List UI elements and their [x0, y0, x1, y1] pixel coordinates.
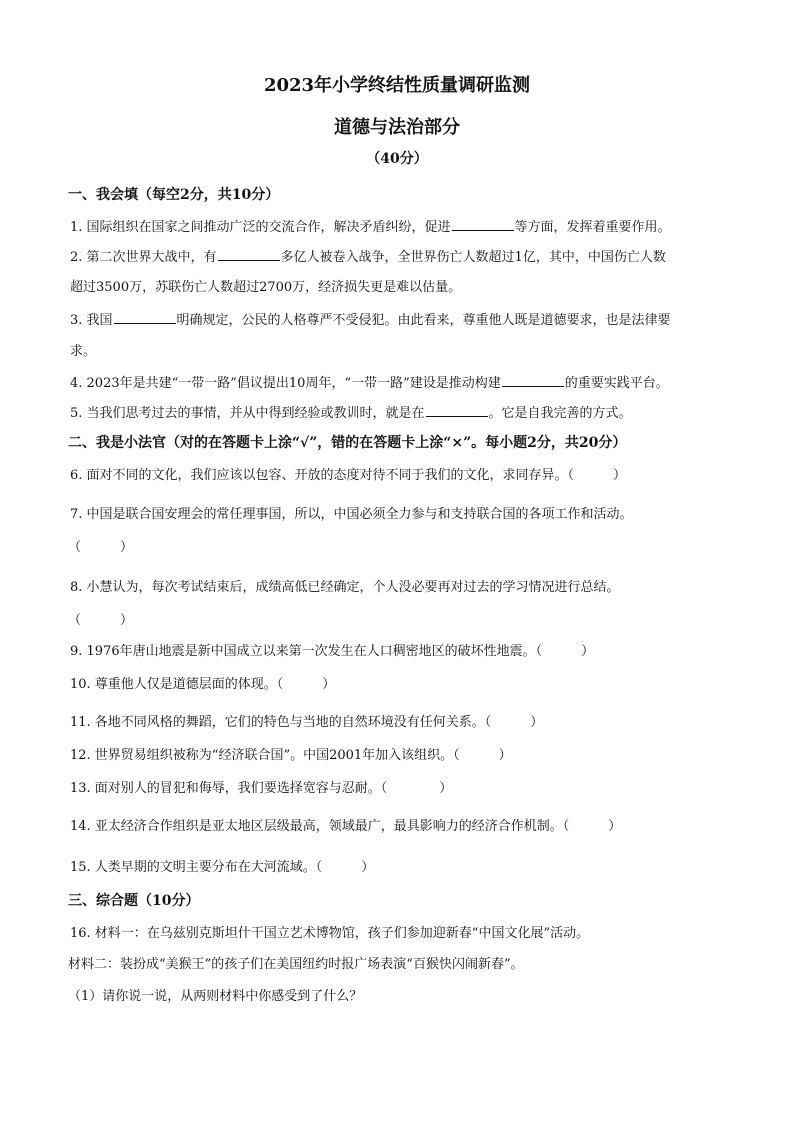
- question-7-answer-paren: （ ）: [68, 540, 134, 555]
- exam-title: 2023年小学终结性质量调研监测: [263, 75, 531, 96]
- question-5: 5. 当我们思考过去的事情，并从中得到经验或教训时，就是在 。它是自我完善的方式。: [70, 406, 632, 421]
- question-1: 1. 国际组织在国家之间推动广泛的交流合作，解决矛盾纠纷，促进 等方面，发挥着重要作用。: [70, 220, 671, 235]
- question-3: 3. 我国 明确规定，公民的人格尊严不受侵犯。由此看来，尊重他人既是道德要求，也是法律要: [70, 313, 671, 328]
- question-2: 2. 第二次世界大战中，有 多亿人被卷入战争，全世界伤亡人数超过1亿，其中，中国伤亡人数: [70, 250, 666, 265]
- question-7: 7. 中国是联合国安理会的常任理事国，所以，中国必须全力参与和支持联合国的各项工作和活动。: [70, 507, 633, 522]
- sub-question-1: （1）请你说一说，从两则材料中你感受到了什么？: [68, 989, 363, 1004]
- answer-blank: [426, 404, 488, 417]
- answer-blank: [502, 374, 564, 387]
- question-4: 4. 2023年是共建“一带一路”倡议提出10周年，“一带一路”建设是推动构建 的重要实践平台。: [70, 376, 669, 391]
- exam-subtitle: 道德与法治部分: [334, 117, 460, 138]
- question-13: 13. 面对别人的冒犯和侮辱，我们要选择宽容与忍耐。（ ）: [70, 781, 453, 796]
- section-1-heading: 一、我会填（每空2分，共10分）: [68, 187, 280, 203]
- question-9: 9. 1976年唐山地震是新中国成立以来第一次发生在人口稠密地区的破坏性地震。（ ）: [70, 644, 595, 659]
- question-11: 11. 各地不同风格的舞蹈，它们的特色与当地的自然环境没有任何关系。（ ）: [70, 715, 544, 730]
- material-1: 16. 材料一：在乌兹别克斯坦什干国立艺术博物馆，孩子们参加迎新春“中国文化展”活动。: [70, 926, 590, 941]
- section-2-heading: 二、我是小法官（对的在答题卡上涂“√”，错的在答题卡上涂“×”。每小题2分，共20分）: [68, 435, 627, 451]
- answer-blank: [452, 218, 514, 231]
- question-14: 14. 亚太经济合作组织是亚太地区层级最高，领域最广，最具影响力的经济合作机制。（ ）: [70, 819, 622, 834]
- material-2: 材料二：装扮成“美猴王”的孩子们在美国纽约时报广场表演“百猴快闪闹新春”。: [68, 957, 524, 972]
- question-3-line-2: 求。: [70, 344, 97, 359]
- question-2-line-2: 超过3500万，苏联伤亡人数超过2700万，经济损失更是难以估量。: [70, 280, 462, 295]
- exam-score: （40分）: [366, 151, 428, 167]
- question-15: 15. 人类早期的文明主要分布在大河流域。（ ）: [70, 860, 375, 875]
- answer-blank: [218, 248, 280, 261]
- question-8: 8. 小慧认为，每次考试结束后，成绩高低已经确定，个人没必要再对过去的学习情况进行总结。: [70, 580, 620, 595]
- question-6: 6. 面对不同的文化，我们应该以包容、开放的态度对待不同于我们的文化，求同存异。（ ）: [70, 468, 627, 483]
- question-10: 10. 尊重他人仅是道德层面的体现。（ ）: [70, 677, 336, 692]
- question-8-answer-paren: （ ）: [68, 613, 134, 628]
- section-3-heading: 三、综合题（10分）: [68, 893, 200, 909]
- question-12: 12. 世界贸易组织被称为“经济联合国”。中国2001年加入该组织。（ ）: [70, 748, 512, 763]
- answer-blank: [114, 311, 176, 324]
